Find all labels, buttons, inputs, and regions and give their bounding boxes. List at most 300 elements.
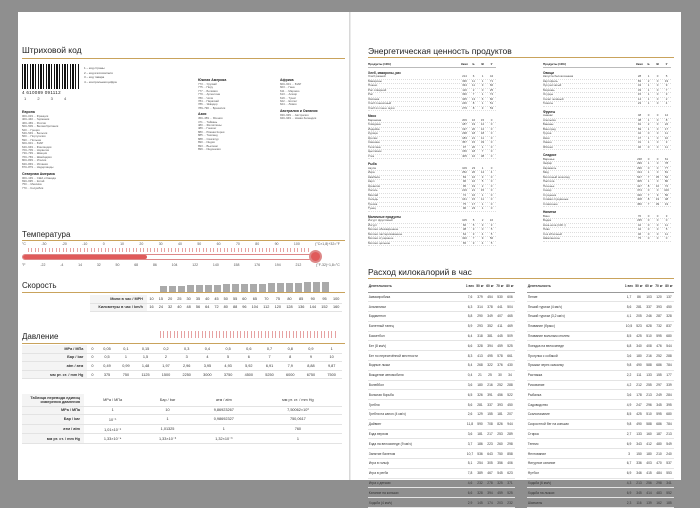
food-value: 1	[481, 201, 484, 206]
calorie-value: 606	[505, 292, 515, 302]
calorie-value: 296	[644, 400, 654, 410]
fahrenheit-tick-label: -4	[60, 263, 64, 267]
activity-name: Садоводство	[527, 400, 624, 410]
food-value: 109	[462, 165, 467, 170]
thermometer	[22, 254, 312, 260]
food-value: 23	[471, 165, 476, 170]
calorie-value: 3	[624, 449, 634, 459]
country-code: 590 ... Польша	[22, 137, 41, 142]
calorie-value: 268	[475, 361, 485, 371]
fahrenheit-tick-label: 32	[96, 263, 101, 267]
calories-row	[368, 468, 515, 478]
country-code: 888 ... Сингапур	[198, 136, 219, 141]
activity-name: Занятие балетом	[368, 449, 465, 459]
food-name: Пиво	[543, 227, 550, 231]
pressure-value: 0,4	[197, 345, 218, 353]
conversion-value: 1,01325	[141, 424, 194, 434]
calorie-value: 10,7	[465, 449, 475, 459]
calorie-value: 456	[495, 390, 505, 400]
food-value: 1	[481, 206, 484, 210]
fahrenheit-tick-label: 68	[134, 263, 139, 267]
food-value: 11	[664, 222, 668, 227]
food-value: 299	[637, 161, 642, 165]
calorie-value: 6,9	[624, 468, 634, 478]
calories-row	[527, 419, 674, 429]
energy-group-heading: Овощи	[543, 70, 554, 75]
calories-table-right	[527, 281, 674, 508]
calories-row	[527, 292, 674, 302]
conversion-table-title: Таблица перевода единиц измерения давления	[22, 394, 84, 406]
food-value: 0	[490, 197, 493, 201]
food-value: 1	[481, 74, 484, 78]
fahrenheit-tick-label: 86	[152, 263, 157, 267]
celsius-ticks	[28, 248, 310, 252]
energy-divider	[368, 57, 674, 58]
speed-bar	[268, 283, 275, 292]
country-code: 489 ... Гонконг	[198, 126, 217, 131]
food-value: 408	[637, 197, 642, 201]
country-code: 786 ... Эквадор	[198, 102, 218, 107]
food-value: 547	[637, 174, 642, 179]
calorie-value: 187	[654, 429, 664, 439]
weight-column-header: 60 кг	[644, 281, 654, 292]
food-value: 2	[647, 78, 650, 83]
calorie-value: 510	[644, 410, 654, 420]
calorie-value: 25	[485, 370, 495, 380]
food-value: 9	[665, 83, 668, 87]
pressure-value: 9,87	[321, 362, 342, 371]
food-name: Сливочное	[543, 201, 558, 206]
calorie-value: 553	[664, 468, 674, 478]
food-value: 279	[462, 105, 467, 110]
country-code: 613 ... Алжир	[280, 92, 298, 97]
country-code: 885 ... Таиланд	[198, 133, 218, 138]
country-group-heading: Африка	[280, 78, 294, 82]
calorie-value: 6,9	[624, 488, 634, 498]
calorie-value: 450	[664, 302, 674, 312]
food-value: 46	[637, 144, 642, 149]
food-name: Треска	[368, 201, 378, 206]
food-value: 334	[462, 83, 467, 87]
food-value: 8	[647, 183, 650, 188]
food-value: 11	[480, 197, 484, 201]
food-name: Лук репчатый	[543, 83, 562, 87]
legend-item: 2 – код изготовителя	[84, 70, 113, 75]
food-value: 116	[462, 87, 467, 92]
food-value: 1	[647, 140, 650, 144]
calorie-value: 469	[505, 321, 515, 331]
conversion-row	[22, 415, 342, 425]
food-value: 0	[656, 96, 659, 101]
pressure-divider	[22, 343, 345, 344]
calorie-value: 185	[664, 498, 674, 508]
food-value: 0	[656, 131, 659, 135]
food-value: 38	[637, 117, 642, 122]
food-value: 12	[480, 122, 485, 126]
calories-divider	[368, 278, 674, 279]
country-code: 940–949 ... Новая Зеландия	[280, 116, 317, 121]
kmh-value: 24	[156, 303, 165, 312]
celsius-tick-label: 80	[255, 242, 260, 246]
country-group-heading: Австралия и Океания	[280, 108, 318, 113]
calorie-value: 394	[485, 488, 495, 498]
calories-row	[368, 488, 515, 498]
calories-row	[368, 302, 515, 312]
calorie-value: 411	[495, 321, 505, 331]
calories-row	[527, 390, 674, 400]
calories-row	[527, 449, 674, 459]
calories-row	[527, 312, 674, 322]
food-name: Бананы	[543, 122, 554, 126]
food-name: Салат зелёный	[543, 96, 564, 101]
pressure-value: 0,5	[218, 345, 239, 353]
calorie-value: 289	[505, 429, 515, 439]
food-value: 71	[489, 78, 494, 83]
calories-header-row	[527, 281, 674, 292]
calories-row	[527, 351, 674, 361]
calorie-value: 8,5	[624, 331, 634, 341]
calorie-value: 5,1	[465, 459, 475, 469]
food-name: Молоко пастеризованное	[368, 231, 403, 236]
food-value: 0	[490, 206, 493, 210]
food-value: 19	[664, 78, 669, 83]
food-value: 91	[637, 122, 642, 126]
calorie-value: 162	[654, 498, 664, 508]
food-value: 0	[490, 183, 493, 188]
pressure-value: 0,5	[98, 353, 117, 362]
food-value: 11	[664, 231, 668, 236]
mph-value: 95	[319, 295, 331, 303]
country-column	[22, 108, 74, 190]
calorie-value: 504	[505, 302, 515, 312]
celsius-tick-label: °C	[22, 242, 26, 246]
food-value: 8	[647, 197, 650, 201]
energy-row	[368, 155, 496, 160]
energy-group-heading: Хлеб, макароны, рис	[368, 70, 402, 75]
conversion-column-header: мм рт. ст. / mm Hg	[254, 394, 342, 406]
weight-column-header: 60 кг	[485, 281, 495, 292]
weight-column-header: 80 кг	[664, 281, 674, 292]
calorie-value: 254	[475, 459, 485, 469]
calorie-value: 181	[495, 410, 505, 420]
activity-name: Игра с детьми	[368, 478, 465, 488]
country-code: 471 ... Тайвань	[198, 119, 218, 124]
calories-title: Расход килокалорий в час	[368, 267, 472, 277]
food-value: 15	[480, 188, 485, 192]
food-value: 16	[489, 218, 494, 222]
speed-divider	[22, 292, 345, 293]
food-value: 21	[471, 188, 476, 192]
fahrenheit-tick-label: °F	[22, 263, 26, 267]
food-value: 0	[656, 74, 659, 78]
fahrenheit-tick-label: 50	[115, 263, 120, 267]
country-code: 800–839 ... Италия	[22, 158, 47, 163]
conversion-row-label: атм / atm	[22, 424, 84, 434]
pressure-value: 3000	[197, 370, 218, 379]
food-value: 0	[656, 161, 659, 165]
food-value: 8	[665, 117, 668, 122]
calorie-value: 232	[475, 478, 485, 488]
calorie-value: 213	[664, 429, 674, 439]
food-name: Карамель	[543, 165, 557, 170]
calorie-value: 686	[654, 361, 664, 371]
food-value: 0	[490, 188, 493, 192]
calorie-value: 484	[654, 468, 664, 478]
fahrenheit-tick-label: 14	[78, 263, 83, 267]
calorie-value: 708	[485, 419, 495, 429]
mph-value: 50	[221, 295, 230, 303]
calorie-value: 413	[475, 351, 485, 361]
food-value: 7	[481, 149, 484, 153]
speed-bar	[304, 282, 311, 292]
food-value: 19	[655, 197, 660, 201]
kmh-value: 112	[261, 303, 272, 312]
calorie-value: 454	[485, 292, 495, 302]
food-name: Утка	[368, 153, 375, 158]
pressure-value: 4500	[238, 370, 259, 379]
calories-row	[368, 410, 515, 420]
food-value: 2	[665, 96, 668, 101]
calorie-value: 595	[654, 331, 664, 341]
calories-row	[368, 429, 515, 439]
country-code: 870–879 ... Нидерланды	[22, 165, 54, 170]
food-value: 31	[637, 140, 642, 144]
calorie-value: 0,4	[465, 370, 475, 380]
calorie-value: 784	[664, 361, 674, 371]
pressure-value: 2250	[176, 370, 197, 379]
food-value: 60	[489, 96, 494, 101]
pressure-value: 0,6	[238, 345, 259, 353]
activity-name: Рисование	[527, 380, 624, 390]
calorie-value: 247	[634, 400, 644, 410]
pressure-value: 0,15	[135, 345, 155, 353]
food-value: 11	[664, 131, 668, 135]
barcode-divider	[22, 58, 345, 59]
kmh-value: 160	[330, 303, 342, 312]
speed-bar	[178, 286, 185, 292]
conversion-value: 10	[141, 406, 194, 415]
food-name: Груша	[543, 131, 552, 135]
calorie-value: 826	[495, 419, 505, 429]
right-page	[351, 12, 681, 505]
calorie-value: 490	[634, 419, 644, 429]
kmh-value: 32	[165, 303, 174, 312]
kmh-value: 128	[284, 303, 296, 312]
calorie-value: 467	[485, 468, 495, 478]
food-value: 33	[637, 87, 642, 92]
calorie-value: 3,6	[624, 351, 634, 361]
activity-name: Фигурное катание	[527, 459, 624, 469]
food-value: 7	[472, 236, 475, 240]
calorie-value: 578	[495, 351, 505, 361]
conversion-value: 1	[194, 424, 254, 434]
food-value: 12	[664, 113, 669, 117]
activity-column-header: Деятельность	[368, 281, 465, 292]
calorie-value: 155	[485, 410, 495, 420]
food-name: Лосось	[368, 188, 378, 192]
calorie-value: 256	[644, 478, 654, 488]
food-value: 28	[637, 74, 642, 78]
speed-bar	[277, 283, 284, 292]
calorie-value: 6,6	[465, 341, 475, 351]
food-value: 83	[462, 174, 467, 179]
pressure-value: 2	[156, 353, 177, 362]
calorie-value: 441	[495, 302, 505, 312]
calorie-value: 345	[634, 488, 644, 498]
calories-header-row	[368, 281, 515, 292]
speed-bar	[205, 285, 212, 292]
calorie-value: 381	[485, 331, 495, 341]
food-value: 47	[637, 135, 642, 140]
food-value: 16	[471, 117, 476, 122]
pressure-value: 1	[321, 345, 342, 353]
country-code: 520 ... Греция	[22, 127, 40, 132]
pressure-value: 3,95	[197, 362, 218, 371]
activity-name: Водные лыжи	[368, 361, 465, 371]
activity-name: Баскетбол	[368, 331, 465, 341]
weight-column-header: 50 кг	[475, 281, 485, 292]
food-value: 1	[647, 161, 650, 165]
energy-row	[543, 146, 671, 151]
calorie-value: 784	[664, 419, 674, 429]
pressure-value: 375	[98, 370, 117, 379]
food-value: 39	[655, 201, 660, 206]
food-value: 5	[472, 222, 475, 227]
calorie-value: 680	[664, 331, 674, 341]
calorie-value: 137	[664, 292, 674, 302]
calorie-value: 523	[634, 321, 644, 331]
calorie-value: 305	[485, 459, 495, 469]
food-value: 1	[647, 117, 650, 122]
fahrenheit-tick-label: -22	[40, 263, 46, 267]
calories-row	[527, 488, 674, 498]
activity-name: Пеший туризм (4 км/ч)	[527, 302, 624, 312]
food-name: Креветки	[368, 183, 381, 188]
calorie-value: 3,7	[465, 439, 475, 449]
mph-value: 25	[175, 295, 184, 303]
food-value: 9	[656, 192, 659, 197]
food-value: 42	[637, 131, 642, 135]
calorie-value: 174	[485, 498, 495, 508]
food-name: Молочный шоколад	[543, 174, 570, 179]
calorie-value: 544	[664, 341, 674, 351]
food-value: 65	[462, 240, 467, 245]
temperature-divider	[22, 240, 345, 241]
food-value: 3	[665, 213, 668, 218]
calories-row	[368, 370, 515, 380]
food-value: 0	[490, 149, 493, 153]
country-column	[280, 76, 342, 121]
mph-label: Мили в час / MPH	[90, 295, 147, 303]
food-value: 0	[481, 227, 484, 231]
calorie-value: 11,8	[465, 419, 475, 429]
calories-row	[527, 331, 674, 341]
food-value: 0	[490, 117, 493, 122]
barcode-image	[22, 64, 80, 89]
food-value: 17	[664, 126, 669, 131]
activity-column-header: Деятельность	[527, 281, 624, 292]
energy-column-header: Б	[472, 62, 475, 66]
food-value: 3	[481, 83, 484, 87]
food-name: Картофель	[543, 78, 558, 83]
food-name: Рис	[368, 92, 373, 96]
calorie-value: 298	[505, 439, 515, 449]
food-value: 374	[637, 188, 642, 192]
thermometer-bulb	[309, 250, 322, 263]
food-value: 5	[490, 231, 493, 236]
mph-value: 85	[295, 295, 307, 303]
food-value: 46	[637, 231, 642, 236]
calorie-value: 9,8	[624, 419, 634, 429]
calories-row	[368, 390, 515, 400]
calorie-value: 530	[495, 292, 505, 302]
calorie-value: 298	[654, 478, 664, 488]
energy-column-header: У	[490, 62, 493, 66]
speed-bar	[295, 283, 302, 292]
speed-bar	[232, 284, 239, 292]
calorie-value: 133	[644, 370, 654, 380]
country-group-heading: Азия	[198, 112, 207, 117]
celsius-tick-label: -10	[82, 242, 88, 246]
fahrenheit-tick-label: 122	[192, 263, 199, 267]
food-value: 0	[481, 87, 484, 92]
calorie-value: 445	[495, 331, 505, 341]
food-value: 214	[462, 74, 467, 78]
food-name: Пшено	[368, 83, 378, 87]
kmh-value: 16	[147, 303, 156, 312]
calories-table-left	[368, 281, 515, 508]
food-name: Сливки сгущённые	[543, 197, 569, 201]
conversion-value: 760	[254, 424, 342, 434]
food-value: 4	[481, 240, 484, 245]
calorie-value: 408	[644, 341, 654, 351]
celsius-tick-label: 40	[178, 242, 182, 246]
food-name: Сгущенка	[543, 192, 557, 197]
food-value: 0	[490, 140, 493, 144]
calorie-value: 430	[505, 361, 515, 371]
food-value: 0	[656, 113, 659, 117]
food-value: 42	[637, 222, 642, 227]
activity-name: Прыжки через скакалку	[527, 361, 624, 371]
food-name: Сельдь	[368, 197, 378, 201]
calorie-value: 628	[644, 321, 654, 331]
mph-value: 30	[184, 295, 193, 303]
food-value: 0	[656, 126, 659, 131]
mph-value: 20	[165, 295, 174, 303]
activity-name: Шахматы	[527, 498, 624, 508]
calorie-value: 425	[634, 410, 644, 420]
country-code: 450–459 ... Япония	[198, 116, 223, 121]
calorie-value: 314	[475, 302, 485, 312]
calories-row	[527, 302, 674, 312]
food-name: Макароны	[368, 78, 382, 83]
country-code: 624 ... Ливия	[280, 102, 297, 107]
calories-row	[527, 400, 674, 410]
calorie-value: 4,1	[624, 312, 634, 322]
country-code: 789–790 ... Бразилия	[198, 105, 226, 110]
energy-column-header: Б	[647, 62, 650, 66]
calorie-value: 389	[475, 468, 485, 478]
food-value: 33	[480, 140, 485, 144]
calorie-value: 349	[485, 312, 495, 322]
speed-bar	[223, 284, 230, 292]
food-value: 5	[481, 179, 484, 183]
calorie-value: 858	[505, 449, 515, 459]
calorie-value: 588	[644, 361, 654, 371]
food-value: 1	[647, 101, 650, 105]
food-value: 19	[471, 122, 476, 126]
speed-bar	[241, 284, 248, 292]
